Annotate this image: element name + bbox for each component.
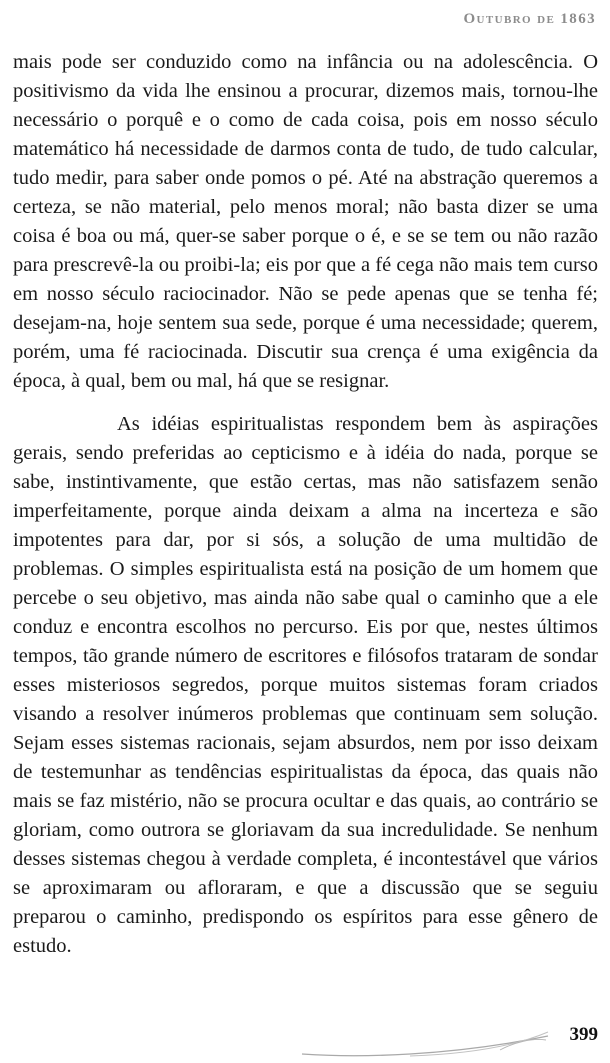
page-number: 399 [569, 1024, 598, 1045]
paragraph-continuation: mais pode ser conduzido como na infância ou na adolescência. O positivismo da vida lhe ensinou a procurar, dizemos mais, tornou-lhe necessário o porquê e o como de cada coisa, pois em nosso século matemático há necessidade de darmos conta de tudo, de tudo calcular, tudo medir, para saber onde pomos o pé. Até na abstração queremos a certeza, se não material, pelo menos moral; não basta dizer se uma coisa é boa ou má, quer-se saber porque o é, e se se tem ou não razão para prescrevê-la ou proibi-la; eis por que a fé cega não mais tem curso em nosso século raciocinador. Não se pede apenas que se tenha fé; desejam-na, hoje sentem sua sede, porque é uma necessidade; querem, porém, uma fé raciocinada. Discutir sua crença é uma exigência da época, à qual, bem ou mal, há que se resignar. [13, 51, 598, 392]
paragraph-spiritualist-ideas: As idéias espiritualistas respondem bem às aspirações gerais, sendo preferidas ao cepticismo e à idéia do nada, porque se sabe, instintivamente, que estão certas, mas não satisfazem senão imperfeitamente, porque ainda deixam a alma na incerteza e são impotentes para dar, por si sós, a solução de uma multidão de problemas. O simples espiritualista está na posição de um homem que percebe o seu objetivo, mas ainda não sabe qual o caminho que a ele conduz e encontra escolhos no percurso. Eis por que, nestes últimos tempos, tão grande número de escritores e filósofos trataram de sondar esses misteriosos segredos, porque muitos sistemas foram criados visando a resolver inúmeros problemas que continuam sem solução. Sejam esses sistemas racionais, sejam absurdos, nem por isso deixam de testemunhar as tendências espiritualistas da época, das quais não mais se faz mistério, não se procura ocultar e das quais, ao contrário se gloriam, como outrora se gloriavam da sua incredulidade. Se nenhum desses sistemas chegou à verdade completa, é incontestável que vários se aproximaram ou afloraram, e que a discussão que se seguiu preparou o caminho, predispondo os espíritos para esse gênero de estudo. [13, 413, 598, 957]
running-header: Outubro de 1863 [463, 11, 596, 27]
page-body [13, 48, 598, 961]
swash-ornament-icon [300, 1028, 550, 1058]
